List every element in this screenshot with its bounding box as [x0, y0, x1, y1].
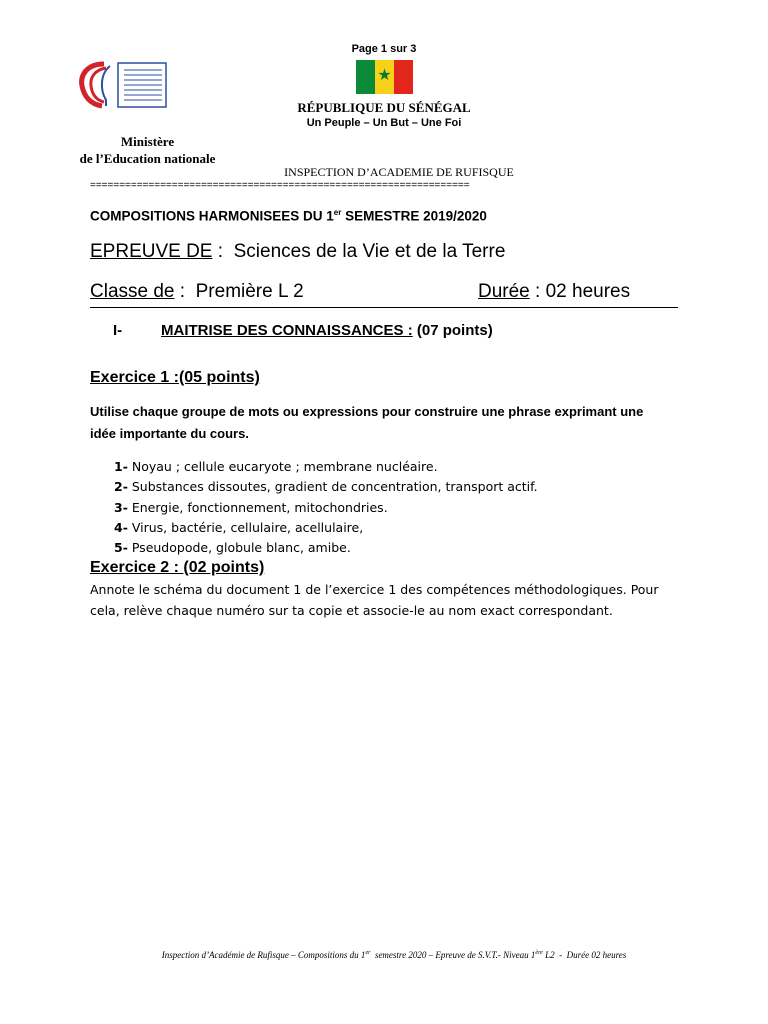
list-item	[114, 477, 538, 497]
star-icon: ★	[377, 67, 392, 84]
epreuve-label: EPREUVE DE	[90, 241, 213, 262]
item-number: 2-	[114, 479, 128, 495]
duree-value: 02 heures	[545, 281, 631, 302]
list-item	[114, 457, 538, 477]
separator-line: =================================================================	[90, 180, 470, 191]
epreuve-value: Sciences de la Vie et de la Terre	[233, 241, 506, 262]
section-heading	[113, 322, 493, 339]
item-text: Pseudopode, globule blanc, amibe.	[127, 540, 351, 556]
compositions-sup: er	[333, 208, 342, 217]
item-text: Energie, fonctionnement, mitochondries.	[127, 499, 388, 515]
compositions-prefix: COMPOSITIONS HARMONISEES DU 1	[90, 208, 334, 224]
ministry-line-1: Ministère	[120, 134, 175, 149]
horizontal-rule	[90, 307, 678, 308]
item-number: 4-	[114, 519, 128, 535]
footer-part-1: Inspection d’Académie de Rufisque – Compositions du 1	[161, 950, 366, 960]
ministry-name	[40, 133, 255, 167]
page-number: Page 1 sur 3	[351, 43, 417, 55]
flag-green-stripe	[356, 60, 375, 94]
exercise-1-points: (05 points)	[178, 369, 260, 386]
list-item	[114, 498, 538, 518]
footer-sup-1: er	[365, 950, 371, 956]
list-item	[114, 518, 538, 538]
item-text: Noyau ; cellule eucaryote ; membrane nucléaire.	[127, 459, 438, 474]
duree-label: Durée	[478, 281, 530, 302]
item-number: 5-	[114, 540, 128, 556]
flag-yellow-stripe	[375, 60, 394, 94]
national-motto: Un Peuple – Un But – Une Foi	[306, 117, 462, 129]
list-item	[114, 538, 538, 558]
republic-title: RÉPUBLIQUE DU SÉNÉGAL	[297, 100, 471, 115]
inspection-title: INSPECTION D’ACADEMIE DE RUFISQUE	[284, 165, 514, 179]
classe-label: Classe de	[90, 281, 175, 302]
flag-red-stripe	[394, 60, 413, 94]
section-title: MAITRISE DES CONNAISSANCES :	[161, 322, 413, 339]
item-number: 3-	[114, 499, 128, 515]
duree-line	[478, 281, 630, 303]
epreuve-sep: :	[212, 241, 234, 262]
classe-sep: :	[174, 281, 196, 302]
item-text: Substances dissoutes, gradient de concentration, transport actif.	[127, 479, 538, 495]
section-points: (07 points)	[412, 322, 493, 339]
exercise-1-list	[114, 457, 538, 558]
duree-sep: :	[529, 281, 546, 302]
exercise-1-instruction: Utilise chaque groupe de mots ou expressions pour construire une phrase exprimant une idée importante du cours.	[90, 404, 644, 441]
exercise-2-points: (02 points)	[178, 559, 265, 576]
footer-part-3: L2 - Durée 02 heures	[542, 950, 627, 960]
footer-sup-2: ère	[535, 950, 543, 956]
exercise-1-title: Exercice 1 :	[90, 369, 179, 386]
senegal-flag-icon	[356, 60, 413, 94]
item-number: 1-	[114, 459, 128, 474]
exercise-2-heading	[90, 559, 264, 577]
exercise-2-text: Annote le schéma du document 1 de l’exercice 1 des compétences méthodologiques. Pour cela, relève chaque numéro sur ta copie et associe-le au nom exact correspondant.	[90, 582, 659, 618]
exercise-2-title: Exercice 2 :	[90, 559, 179, 576]
page-footer	[0, 950, 768, 960]
item-text: Virus, bactérie, cellulaire, acellulaire,	[127, 519, 364, 535]
epreuve-line	[90, 241, 505, 263]
section-number: I-	[113, 322, 123, 339]
compositions-title	[90, 208, 487, 224]
classe-line	[90, 281, 304, 303]
footer-part-2: semestre 2020 – Epreuve de S.V.T.- Niveau 1	[370, 950, 536, 960]
compositions-suffix: SEMESTRE 2019/2020	[341, 208, 487, 224]
classe-value: Première L 2	[195, 281, 304, 302]
ministry-line-2: de l’Education nationale	[79, 151, 216, 166]
exercise-1-heading	[90, 369, 260, 387]
